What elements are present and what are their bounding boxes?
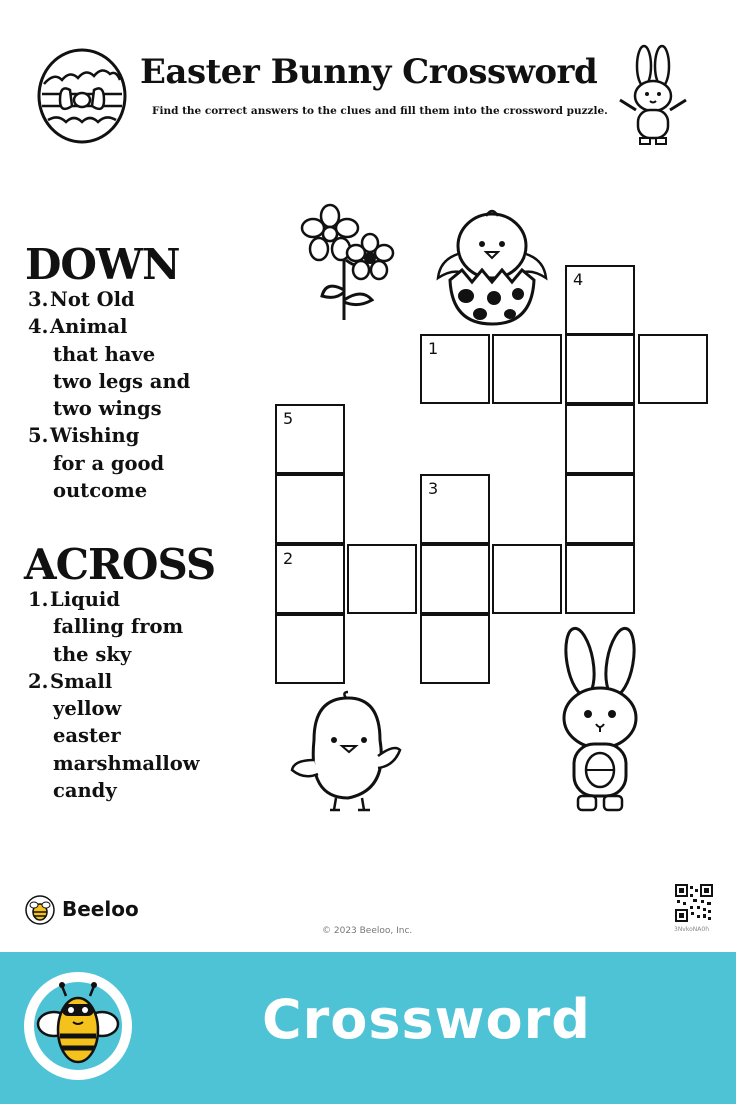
grid-cell[interactable] xyxy=(420,614,490,684)
easter-egg-icon xyxy=(36,44,128,144)
bunny-icon xyxy=(616,44,690,148)
grid-cell[interactable] xyxy=(275,614,345,684)
bee-logo-icon xyxy=(24,894,56,926)
grid-cell[interactable] xyxy=(565,334,635,404)
flower-icon xyxy=(296,200,398,330)
page-title: Easter Bunny Crossword xyxy=(140,52,598,92)
grid-cell[interactable] xyxy=(275,544,345,614)
across-heading: ACROSS xyxy=(24,540,216,589)
bee-mascot-icon xyxy=(22,970,134,1082)
copyright: © 2023 Beeloo, Inc. xyxy=(322,926,413,936)
clue-down-5: 5.Wishing for a good outcome xyxy=(28,424,165,503)
across-clues xyxy=(28,586,228,804)
qr-code-label: 3NvkoNA0h xyxy=(674,926,710,933)
banner-title: Crossword xyxy=(262,988,591,1051)
clue-number-3: 3 xyxy=(428,479,439,498)
down-heading: DOWN xyxy=(25,240,180,289)
grid-cell[interactable] xyxy=(420,544,490,614)
grid-cell[interactable] xyxy=(492,334,562,404)
grid-cell[interactable] xyxy=(275,404,345,474)
clue-down-4: 4.Animal that have two legs and two wings xyxy=(28,315,191,421)
clue-down-3: 3.Not Old xyxy=(28,288,135,311)
grid-cell[interactable] xyxy=(275,474,345,544)
clue-number-4: 4 xyxy=(573,270,584,289)
grid-cell[interactable] xyxy=(347,544,417,614)
brand-name: Beeloo xyxy=(62,897,139,921)
chick-icon xyxy=(290,690,402,814)
grid-cell[interactable] xyxy=(420,334,490,404)
qr-code-icon xyxy=(675,884,713,922)
grid-cell[interactable] xyxy=(565,544,635,614)
clue-across-1: 1.Liquid falling from the sky xyxy=(28,588,184,666)
grid-cell[interactable] xyxy=(565,474,635,544)
clue-number-5: 5 xyxy=(283,409,294,428)
grid-cell[interactable] xyxy=(492,544,562,614)
bunny-with-egg-icon xyxy=(552,626,648,814)
down-clues xyxy=(28,286,228,504)
grid-cell[interactable] xyxy=(565,404,635,474)
grid-cell[interactable] xyxy=(420,474,490,544)
grid-cell[interactable] xyxy=(638,334,708,404)
page-subtitle: Find the correct answers to the clues and fill them into the crossword puzzle. xyxy=(152,105,608,117)
chick-in-egg-icon xyxy=(436,204,548,328)
grid-cell[interactable] xyxy=(565,265,635,335)
clue-across-2: 2.Small yellow easter marshmallow candy xyxy=(28,669,200,803)
clue-number-1: 1 xyxy=(428,339,439,358)
clue-number-2: 2 xyxy=(283,549,294,568)
